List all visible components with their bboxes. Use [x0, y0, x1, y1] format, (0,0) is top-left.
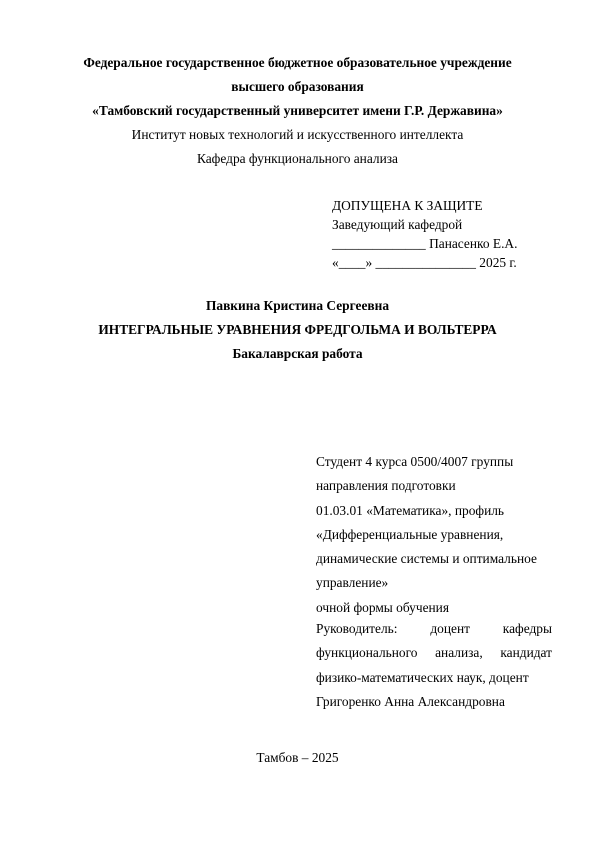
header-line-2: высшего образования: [231, 79, 364, 94]
supervisor-line-2: [316, 641, 552, 665]
student-info-line: динамические системы и оптимальное: [316, 551, 537, 567]
approval-block: [332, 196, 517, 272]
author-name: Павкина Кристина Сергеевна: [205, 298, 390, 313]
approval-title: ДОПУЩЕНА К ЗАЩИТЕ: [332, 198, 483, 213]
approval-date-line: «____» _______________ 2025 г.: [332, 255, 517, 270]
city-year: Тамбов – 2025: [256, 750, 339, 765]
supervisor-word: доцент: [430, 621, 470, 636]
supervisor-line-1: [316, 617, 552, 641]
supervisor-word: функционального: [316, 645, 418, 661]
institute-name: Институт новых технологий и искусственного интеллекта: [131, 127, 464, 142]
supervisor-word: Руководитель:: [316, 621, 398, 636]
student-info: [316, 450, 552, 620]
supervisor-info: [316, 617, 552, 714]
department-name: Кафедра функционального анализа: [196, 151, 398, 166]
student-info-line: 01.03.01 «Математика», профиль: [316, 502, 505, 518]
student-info-line: направления подготовки: [316, 478, 456, 494]
supervisor-line-3: физико-математических наук, доцент: [316, 669, 529, 685]
supervisor-word: кафедры: [502, 621, 552, 636]
student-info-line: очной формы обучения: [316, 599, 450, 615]
work-type: Бакалаврская работа: [232, 346, 363, 361]
student-info-line: Студент 4 курса 0500/4007 группы: [316, 454, 514, 469]
student-info-line: управление»: [316, 575, 389, 591]
approval-signature-line: ______________ Панасенко Е.А.: [332, 236, 518, 251]
supervisor-word: анализа,: [435, 645, 483, 661]
university-name: «Тамбовский государственный университет имени Г.Р. Державина»: [92, 103, 503, 118]
work-title: ИНТЕГРАЛЬНЫЕ УРАВНЕНИЯ ФРЕДГОЛЬМА И ВОЛЬТЕРРА: [98, 322, 497, 337]
supervisor-word: кандидат: [500, 645, 552, 661]
approval-role: Заведующий кафедрой: [332, 217, 463, 232]
header-line-1: Федеральное государственное бюджетное образовательное учреждение: [83, 55, 512, 70]
student-info-line: «Дифференциальные уравнения,: [316, 526, 504, 542]
supervisor-name: Григоренко Анна Александровна: [316, 693, 505, 709]
